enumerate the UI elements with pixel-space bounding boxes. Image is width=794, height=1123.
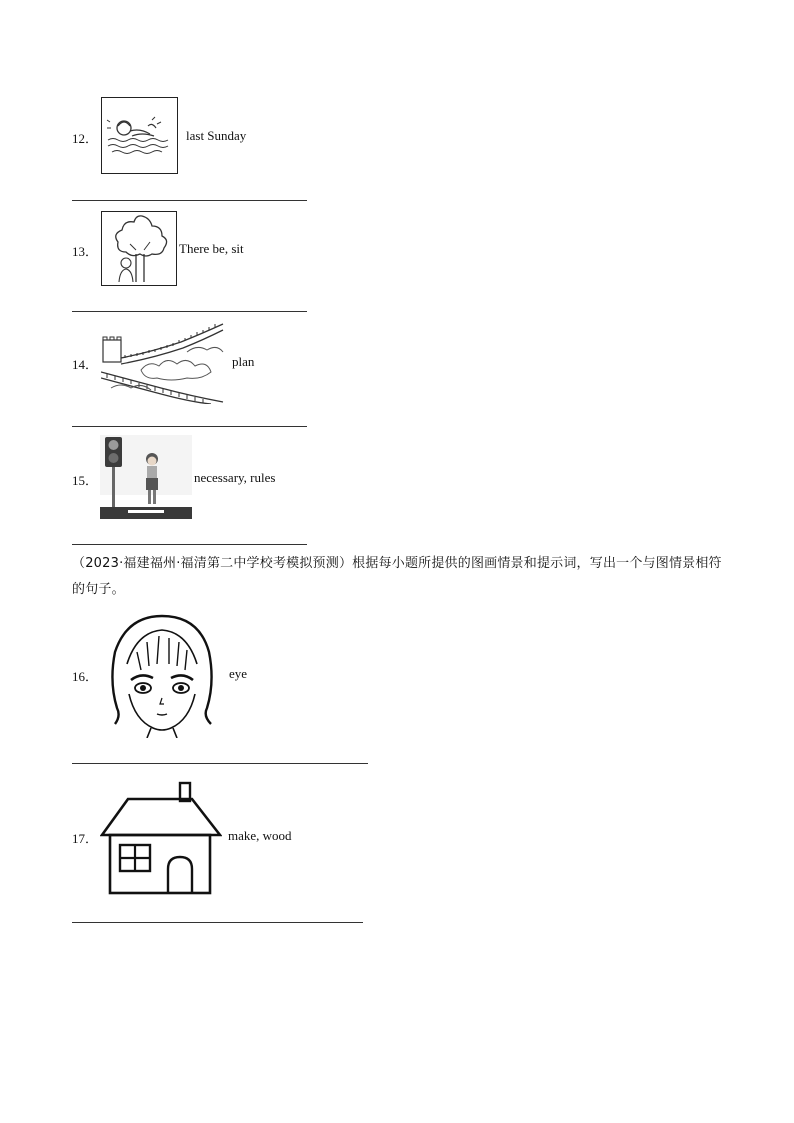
question-15-number: 15． <box>72 473 99 488</box>
question-17-hint: make, wood <box>228 828 292 843</box>
question-16-hint: eye <box>229 666 248 681</box>
question-12-hint: last Sunday <box>186 128 247 143</box>
question-13-number: 13． <box>72 244 99 259</box>
question-12-number: 12． <box>72 131 99 146</box>
girl-face-picture <box>107 612 217 738</box>
question-14-hint: plan <box>232 354 255 369</box>
section-instruction: （2023·福建福州·福清第二中学校考模拟预测）根据每小题所提供的图画情景和提示词，写出一个与图情景相符的句子。 <box>72 556 722 597</box>
question-15-hint: necessary, rules <box>194 470 276 485</box>
answer-line-15 <box>72 544 307 545</box>
house-picture <box>100 781 222 897</box>
swimming-picture <box>101 97 178 174</box>
question-13-hint: There be, sit <box>179 241 244 256</box>
question-17-number: 17． <box>72 831 99 846</box>
answer-line-12 <box>72 200 307 201</box>
answer-line-14 <box>72 426 307 427</box>
tree-picture <box>101 211 177 286</box>
traffic-light-picture <box>100 435 192 519</box>
answer-line-13 <box>72 311 307 312</box>
answer-line-16 <box>72 763 368 764</box>
answer-line-17 <box>72 922 363 923</box>
great-wall-picture <box>101 322 225 404</box>
question-16-number: 16． <box>72 669 99 684</box>
question-14-number: 14． <box>72 357 99 372</box>
